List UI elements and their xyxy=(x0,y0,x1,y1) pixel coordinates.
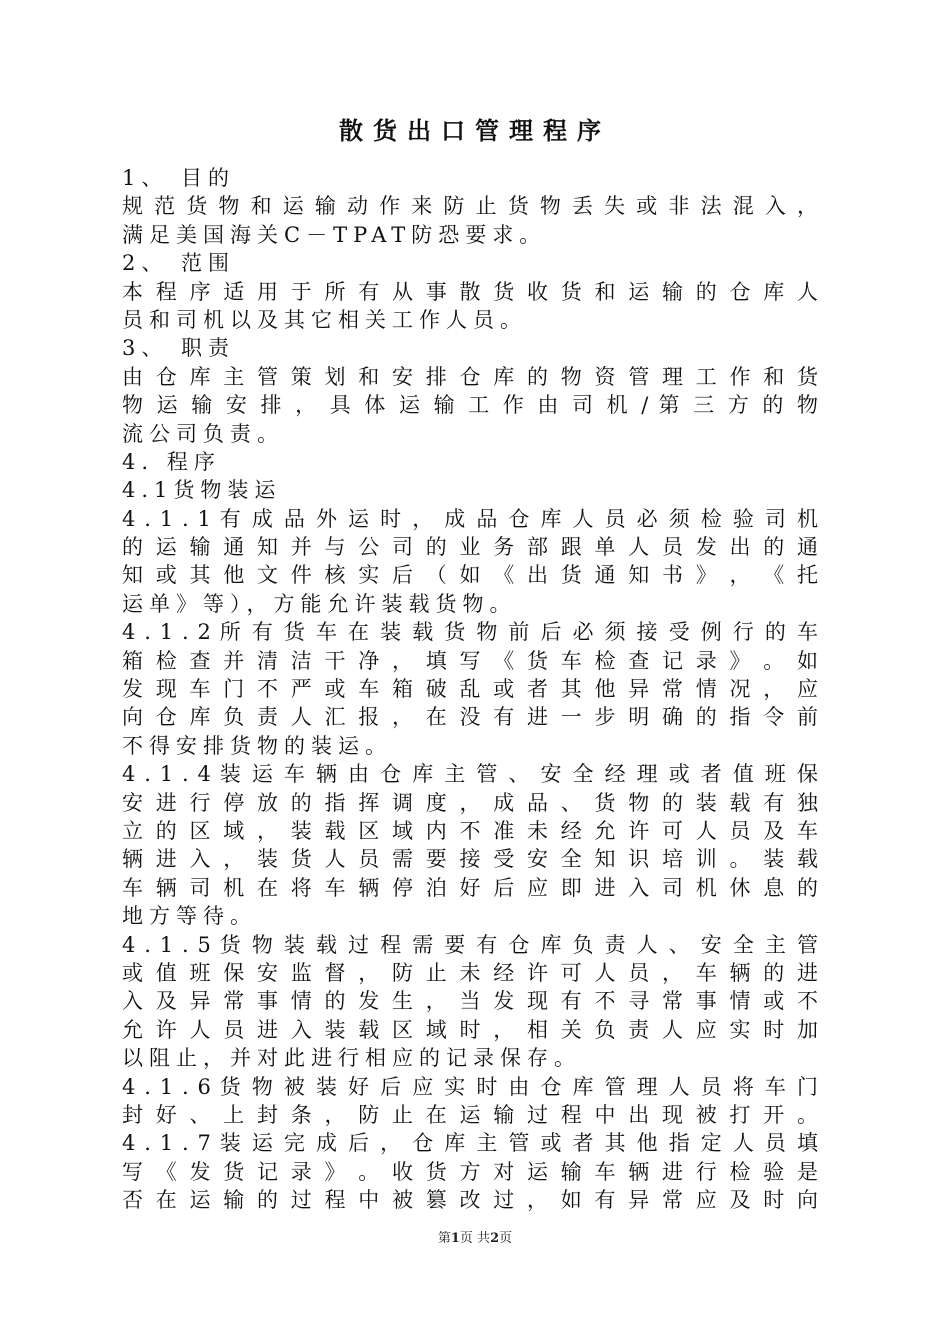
footer-current-page: 1 xyxy=(450,1231,460,1246)
text-line: 地方等待。 xyxy=(122,904,257,929)
text-line: 不得安排货物的装运。 xyxy=(122,733,392,758)
footer-suffix: 页 xyxy=(499,1231,513,1246)
text-line: 2、 范围 xyxy=(122,251,236,276)
text-line: 车 辆 司 机 在 将 车 辆 停 泊 好 后 应 即 进 入 司 机 休 息 的 xyxy=(122,875,818,900)
text-line: 满足美国海关C－TPAT防恐要求。 xyxy=(122,222,547,247)
text-line: 入 及 异 常 事 情 的 发 生 ， 当 发 现 有 不 寻 常 事 情 或 不 xyxy=(122,989,818,1014)
text-line: 物 运 输 安 排 ， 具 体 运 输 工 作 由 司 机 / 第 三 方 的 物 xyxy=(122,393,818,418)
text-line: 3、 职责 xyxy=(122,336,236,361)
text-line: 安 进 行 停 放 的 指 挥 调 度 ， 成 品 、 货 物 的 装 载 有 独 xyxy=(122,790,818,815)
text-line: 流公司负责。 xyxy=(122,421,284,446)
text-line: 规 范 货 物 和 运 输 动 作 来 防 止 货 物 丢 失 或 非 法 混 入 ， xyxy=(122,194,818,219)
text-line: 否 在 运 输 的 过 程 中 被 篡 改 过 ， 如 有 异 常 应 及 时 向 xyxy=(122,1188,818,1213)
text-line: 4 . 1 . 7 装 运 完 成 后 ， 仓 库 主 管 或 者 其 他 指 定 人 员 填 xyxy=(122,1131,818,1156)
footer-middle: 页 共 xyxy=(459,1231,491,1246)
document-title: 散货出口管理程序 xyxy=(339,116,611,145)
text-line: 4 . 1 . 2 所 有 货 车 在 装 载 货 物 前 后 必 须 接 受 例 行 的 车 xyxy=(122,620,818,645)
text-line: 员和司机以及其它相关工作人员。 xyxy=(122,307,527,332)
text-line: 允 许 人 员 进 入 装 载 区 域 时 ， 相 关 负 责 人 应 实 时 加 xyxy=(122,1017,818,1042)
footer-total-pages: 2 xyxy=(490,1231,500,1246)
text-line: 封 好 、 上 封 条 ， 防 止 在 运 输 过 程 中 出 现 被 打 开 。 xyxy=(122,1102,818,1127)
text-line: 4 . 1 . 1 有 成 品 外 运 时 ， 成 品 仓 库 人 员 必 须 检 验 司 机 xyxy=(122,506,818,531)
text-line: 1、 目的 xyxy=(122,166,236,190)
text-line: 向 仓 库 负 责 人 汇 报 ， 在 没 有 进 一 步 明 确 的 指 令 前 xyxy=(122,705,818,730)
text-line: 4 . 1 . 4 装 运 车 辆 由 仓 库 主 管 、 安 全 经 理 或 者 值 班 保 xyxy=(122,762,818,787)
text-line: 4 . 1 . 6 货 物 被 装 好 后 应 实 时 由 仓 库 管 理 人 员 将 车 门 xyxy=(122,1074,818,1099)
text-line: 4. 程序 xyxy=(122,449,221,474)
text-line: 运单》等），方能允许装载货物。 xyxy=(122,591,517,616)
text-line: 写 《 发 货 记 录 》 。 收 货 方 对 运 输 车 辆 进 行 检 验 是 xyxy=(122,1159,818,1184)
text-line: 以阻止，并对此进行相应的记录保存。 xyxy=(122,1046,581,1071)
text-line: 知 或 其 他 文 件 核 实 后 （ 如 《 出 货 通 知 书 》 ， 《 托 xyxy=(122,563,818,588)
text-line: 立 的 区 域 ， 装 载 区 域 内 不 准 未 经 允 许 可 人 员 及 车 xyxy=(122,818,818,843)
page-footer xyxy=(0,1230,950,1248)
document-body xyxy=(122,164,818,1214)
text-line: 4 . 1 . 5 货 物 装 载 过 程 需 要 有 仓 库 负 责 人 、 安 全 主 管 xyxy=(122,932,818,957)
text-line: 或 值 班 保 安 监 督 ， 防 止 未 经 许 可 人 员 ， 车 辆 的 进 xyxy=(122,960,818,985)
text-line: 辆 进 入 ， 装 货 人 员 需 要 接 受 安 全 知 识 培 训 。 装 载 xyxy=(122,847,818,872)
text-line: 发 现 车 门 不 严 或 车 箱 破 乱 或 者 其 他 异 常 情 况 ， 应 xyxy=(122,677,818,702)
text-line: 本 程 序 适 用 于 所 有 从 事 散 货 收 货 和 运 输 的 仓 库 人 xyxy=(122,279,818,304)
text-line: 由 仓 库 主 管 策 划 和 安 排 仓 库 的 物 资 管 理 工 作 和 货 xyxy=(122,364,818,389)
text-line: 4.1货物装运 xyxy=(122,478,282,503)
footer-prefix: 第 xyxy=(437,1231,451,1246)
text-line: 的 运 输 通 知 并 与 公 司 的 业 务 部 跟 单 人 员 发 出 的 通 xyxy=(122,535,818,560)
text-line: 箱 检 查 并 清 洁 干 净 ， 填 写 《 货 车 检 查 记 录 》 。 如 xyxy=(122,648,818,673)
